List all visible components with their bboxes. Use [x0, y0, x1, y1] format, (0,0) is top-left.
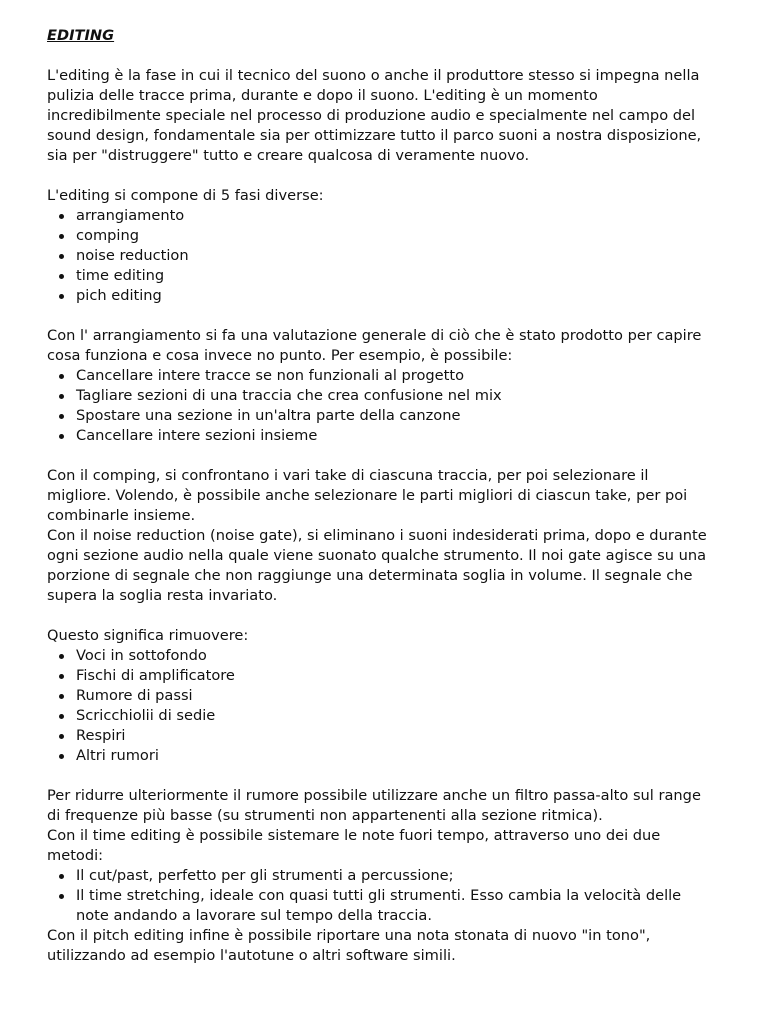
remove-intro: Questo significa rimuovere:: [47, 627, 249, 644]
arrangement-paragraph: Con l' arrangiamento si fa una valutazione generale di ciò che è stato prodotto per capire cosa funziona e cosa invece no punto. Per esempio, è possibile:: [47, 327, 702, 364]
list-item: Respiri: [76, 726, 707, 746]
phases-intro: L'editing si compone di 5 fasi diverse:: [47, 187, 324, 204]
arrangement-list: [47, 366, 707, 446]
list-item: pich editing: [76, 286, 707, 306]
intro-paragraph: L'editing è la fase in cui il tecnico del suono o anche il produttore stesso si impegna nella pulizia delle tracce prima, durante e dopo il suono. L'editing è un momento incredibilmente speciale nel processo di produzione audio e specialmente nel campo del sound design, fondamentale sia per ottimizzare tutto il parco suoni a nostra disposizione, sia per "distruggere" tutto e creare qualcosa di veramente nuovo.: [47, 67, 702, 164]
highpass-paragraph: Per ridurre ulteriormente il rumore possibile utilizzare anche un filtro passa-alto sul range di frequenze più basse (su strumenti non appartenenti alla sezione ritmica).: [47, 787, 701, 824]
time-editing-paragraph: Con il time editing è possibile sistemare le note fuori tempo, attraverso uno dei due metodi:: [47, 827, 661, 864]
list-item: Il time stretching, ideale con quasi tutti gli strumenti. Esso cambia la velocità delle note andando a lavorare sul tempo della traccia.: [76, 886, 707, 926]
remove-list: [47, 646, 707, 766]
list-item: Tagliare sezioni di una traccia che crea confusione nel mix: [76, 386, 707, 406]
list-item: time editing: [76, 266, 707, 286]
list-item: Rumore di passi: [76, 686, 707, 706]
list-item: Voci in sottofondo: [76, 646, 707, 666]
document-body: [47, 26, 707, 966]
list-item: comping: [76, 226, 707, 246]
list-item: Cancellare intere tracce se non funzionali al progetto: [76, 366, 707, 386]
list-item: Cancellare intere sezioni insieme: [76, 426, 707, 446]
list-item: Il cut/past, perfetto per gli strumenti a percussione;: [76, 866, 707, 886]
comping-paragraph: Con il comping, si confrontano i vari take di ciascuna traccia, per poi selezionare il migliore. Volendo, è possibile anche selezionare le parti migliori di ciascun take, per poi combinarle insieme.: [47, 467, 688, 524]
list-item: Altri rumori: [76, 746, 707, 766]
list-item: Scricchiolii di sedie: [76, 706, 707, 726]
noise-reduction-paragraph: Con il noise reduction (noise gate), si eliminano i suoni indesiderati prima, dopo e durante ogni sezione audio nella quale viene suonato qualche strumento. Il noi gate agisce su una porzione di segnale che non raggiunge una determinata soglia in volume. Il segnale che supera la soglia resta invariato.: [47, 527, 707, 604]
list-item: arrangiamento: [76, 206, 707, 226]
list-item: noise reduction: [76, 246, 707, 266]
phases-list: [47, 206, 707, 306]
list-item: Spostare una sezione in un'altra parte della canzone: [76, 406, 707, 426]
document-title: EDITING: [47, 27, 115, 44]
pitch-editing-paragraph: Con il pitch editing infine è possibile riportare una nota stonata di nuovo "in tono", utilizzando ad esempio l'autotune o altri software simili.: [47, 927, 651, 964]
list-item: Fischi di amplificatore: [76, 666, 707, 686]
time-methods-list: [47, 866, 707, 926]
